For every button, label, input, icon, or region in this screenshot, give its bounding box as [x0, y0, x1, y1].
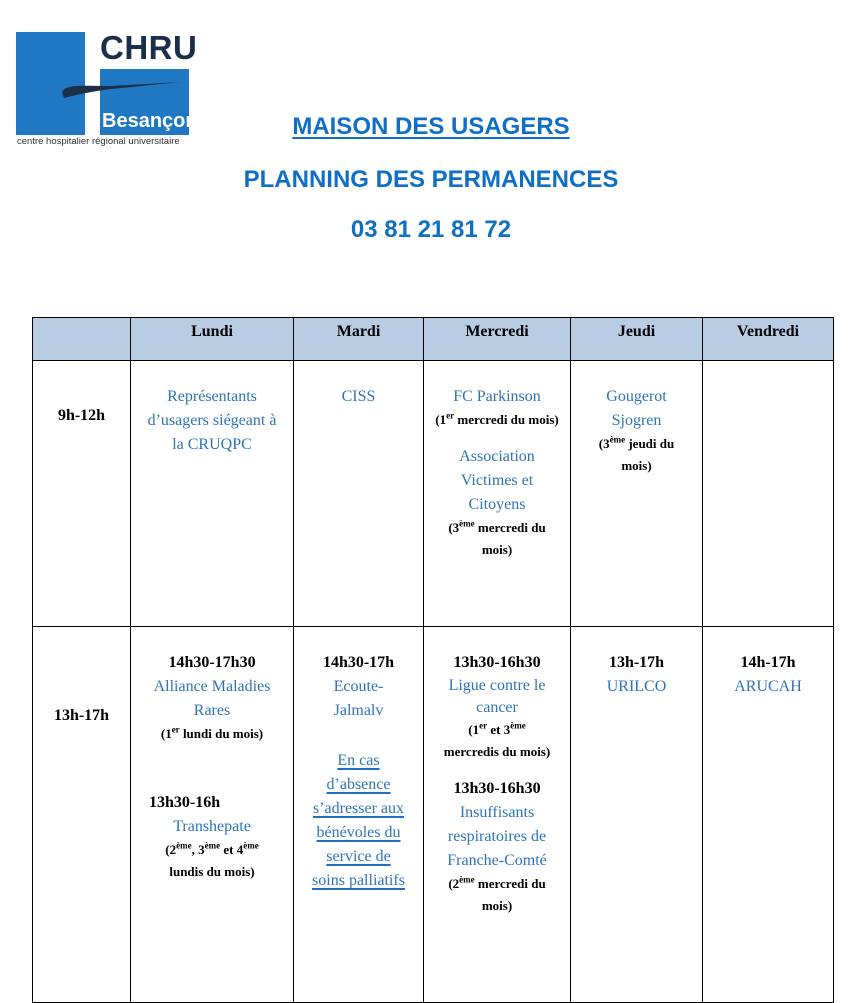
table-row — [33, 627, 834, 1003]
frequency-note: (2ème, 3ème et 4ème — [165, 840, 259, 857]
frequency-note: (3ème mercredi du mois) — [448, 518, 546, 557]
hours-label: 13h30-16h — [149, 794, 221, 811]
table-header-row — [33, 318, 834, 361]
cell-lundi-morning — [131, 361, 294, 627]
column-header-vendredi: Vendredi — [703, 318, 834, 361]
org-name: CISS — [341, 388, 376, 405]
org-name: Représentants d’usagers siégeant à la CRUQPC — [147, 388, 277, 453]
page-title-text: MAISON DES USAGERS — [292, 113, 570, 140]
org-name: Insuffisants respiratoires de Franche-Comté — [447, 804, 547, 869]
frequency-note: (1er mercredi du mois) — [435, 410, 559, 427]
column-header-mercredi: Mercredi — [424, 318, 571, 361]
hours-label: 14h30-17h — [322, 654, 395, 671]
absence-link[interactable] — [294, 749, 423, 893]
frequency-note-cont: mercredis du mois) — [443, 744, 551, 759]
absence-link-line[interactable]: En cas — [337, 752, 380, 769]
frequency-note: (1er lundi du mois) — [160, 724, 264, 741]
absence-link-line[interactable]: soins palliatifs — [312, 872, 405, 889]
absence-link-line[interactable]: s’adresser aux — [312, 800, 405, 817]
org-name: Alliance Maladies Rares — [153, 678, 271, 719]
org-name: FC Parkinson — [453, 388, 541, 405]
logo-city: Besançon — [102, 110, 198, 132]
logo-tagline: centre hospitalier régional universitaire — [17, 136, 180, 147]
hours-label: 14h-17h — [740, 654, 796, 671]
hours-label: 14h30-17h30 — [168, 654, 256, 671]
org-name: Ligue contre le cancer — [448, 677, 546, 716]
org-name: Transhepate — [173, 818, 251, 835]
org-name: Gougerot Sjogren — [606, 388, 667, 429]
cell-mercredi-morning — [424, 361, 571, 627]
cell-mardi-morning — [294, 361, 424, 627]
frequency-note: (2ème mercredi du mois) — [448, 874, 546, 913]
page-subtitle: PLANNING DES PERMANENCES — [243, 166, 619, 193]
hours-label: 13h-17h — [608, 654, 665, 671]
page-title — [0, 113, 862, 141]
org-name: URILCO — [606, 678, 667, 695]
logo-name: CHRU — [100, 29, 198, 66]
cell-jeudi-morning — [571, 361, 703, 627]
frequency-note-cont: lundis du mois) — [169, 864, 255, 879]
time-slot-afternoon: 13h-17h — [33, 627, 131, 1003]
column-header-lundi: Lundi — [131, 318, 294, 361]
logo-swoosh-icon — [62, 80, 182, 100]
cell-jeudi-afternoon — [571, 627, 703, 1003]
frequency-note: (1er et 3ème — [468, 720, 526, 737]
org-name: ARUCAH — [734, 678, 802, 695]
org-name: Association Victimes et Citoyens — [459, 448, 535, 513]
column-header-jeudi: Jeudi — [571, 318, 703, 361]
org-name: Ecoute-Jalmalv — [333, 678, 384, 719]
cell-vendredi-afternoon — [703, 627, 834, 1003]
cell-lundi-afternoon — [131, 627, 294, 1003]
frequency-note: (3ème jeudi du mois) — [598, 434, 675, 473]
hours-label: 13h30-16h30 — [453, 780, 541, 797]
phone-number: 03 81 21 81 72 — [350, 216, 512, 243]
hours-label: 13h30-16h30 — [453, 654, 541, 671]
cell-mardi-afternoon — [294, 627, 424, 1003]
absence-link-line[interactable]: service de — [326, 848, 391, 865]
column-header-time — [33, 318, 131, 361]
schedule-table — [32, 317, 834, 1003]
table-row — [33, 361, 834, 627]
time-slot-morning: 9h-12h — [33, 361, 131, 627]
absence-link-line[interactable]: bénévoles du — [316, 824, 401, 841]
absence-link-line[interactable]: d’absence — [326, 776, 391, 793]
cell-mercredi-afternoon — [424, 627, 571, 1003]
cell-vendredi-morning — [703, 361, 834, 627]
column-header-mardi: Mardi — [294, 318, 424, 361]
